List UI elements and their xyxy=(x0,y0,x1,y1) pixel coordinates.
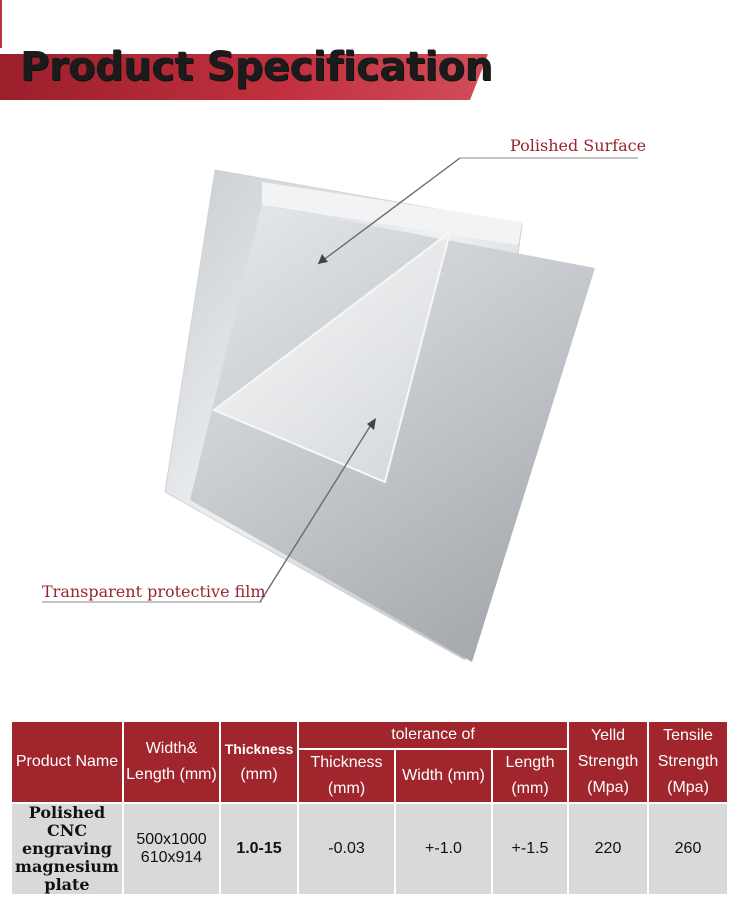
cell-thickness: 1.0-15 xyxy=(220,803,298,895)
cell-size-2: 610x914 xyxy=(140,849,203,866)
cell-tol-width: +-1.0 xyxy=(395,803,492,895)
magnesium-plate-image xyxy=(0,120,750,690)
header-tol-thickness: Thickness (mm) xyxy=(298,749,395,803)
top-accent-line xyxy=(0,0,2,48)
cell-yield: 220 xyxy=(568,803,648,895)
header-thickness-cell xyxy=(220,721,298,803)
header-thickness-unit: (mm) xyxy=(240,766,278,783)
cell-size-1: 500x1000 xyxy=(136,831,207,848)
cell-tol-length: +-1.5 xyxy=(492,803,568,895)
page-title: Product Specification xyxy=(20,44,493,90)
header-thickness: Thickness xyxy=(224,741,294,757)
callout-polished-surface: Polished Surface xyxy=(510,136,647,155)
header-tol-width: Width (mm) xyxy=(395,749,492,803)
cell-tol-thickness: -0.03 xyxy=(298,803,395,895)
header-yield-strength: Yelld Strength (Mpa) xyxy=(568,721,648,803)
header-tolerance: tolerance of xyxy=(298,721,568,749)
cell-product: Polished CNC engraving magnesium plate xyxy=(11,803,123,895)
header-width-length: Width& Length (mm) xyxy=(123,721,220,803)
header-tol-length: Length (mm) xyxy=(492,749,568,803)
spec-table xyxy=(10,720,729,896)
cell-tensile: 260 xyxy=(648,803,728,895)
header-tensile-strength: Tensile Strength (Mpa) xyxy=(648,721,728,803)
callout-protective-film: Transparent protective film xyxy=(42,582,266,601)
header-product-name: Product Name xyxy=(11,721,123,803)
cell-size xyxy=(123,803,220,895)
